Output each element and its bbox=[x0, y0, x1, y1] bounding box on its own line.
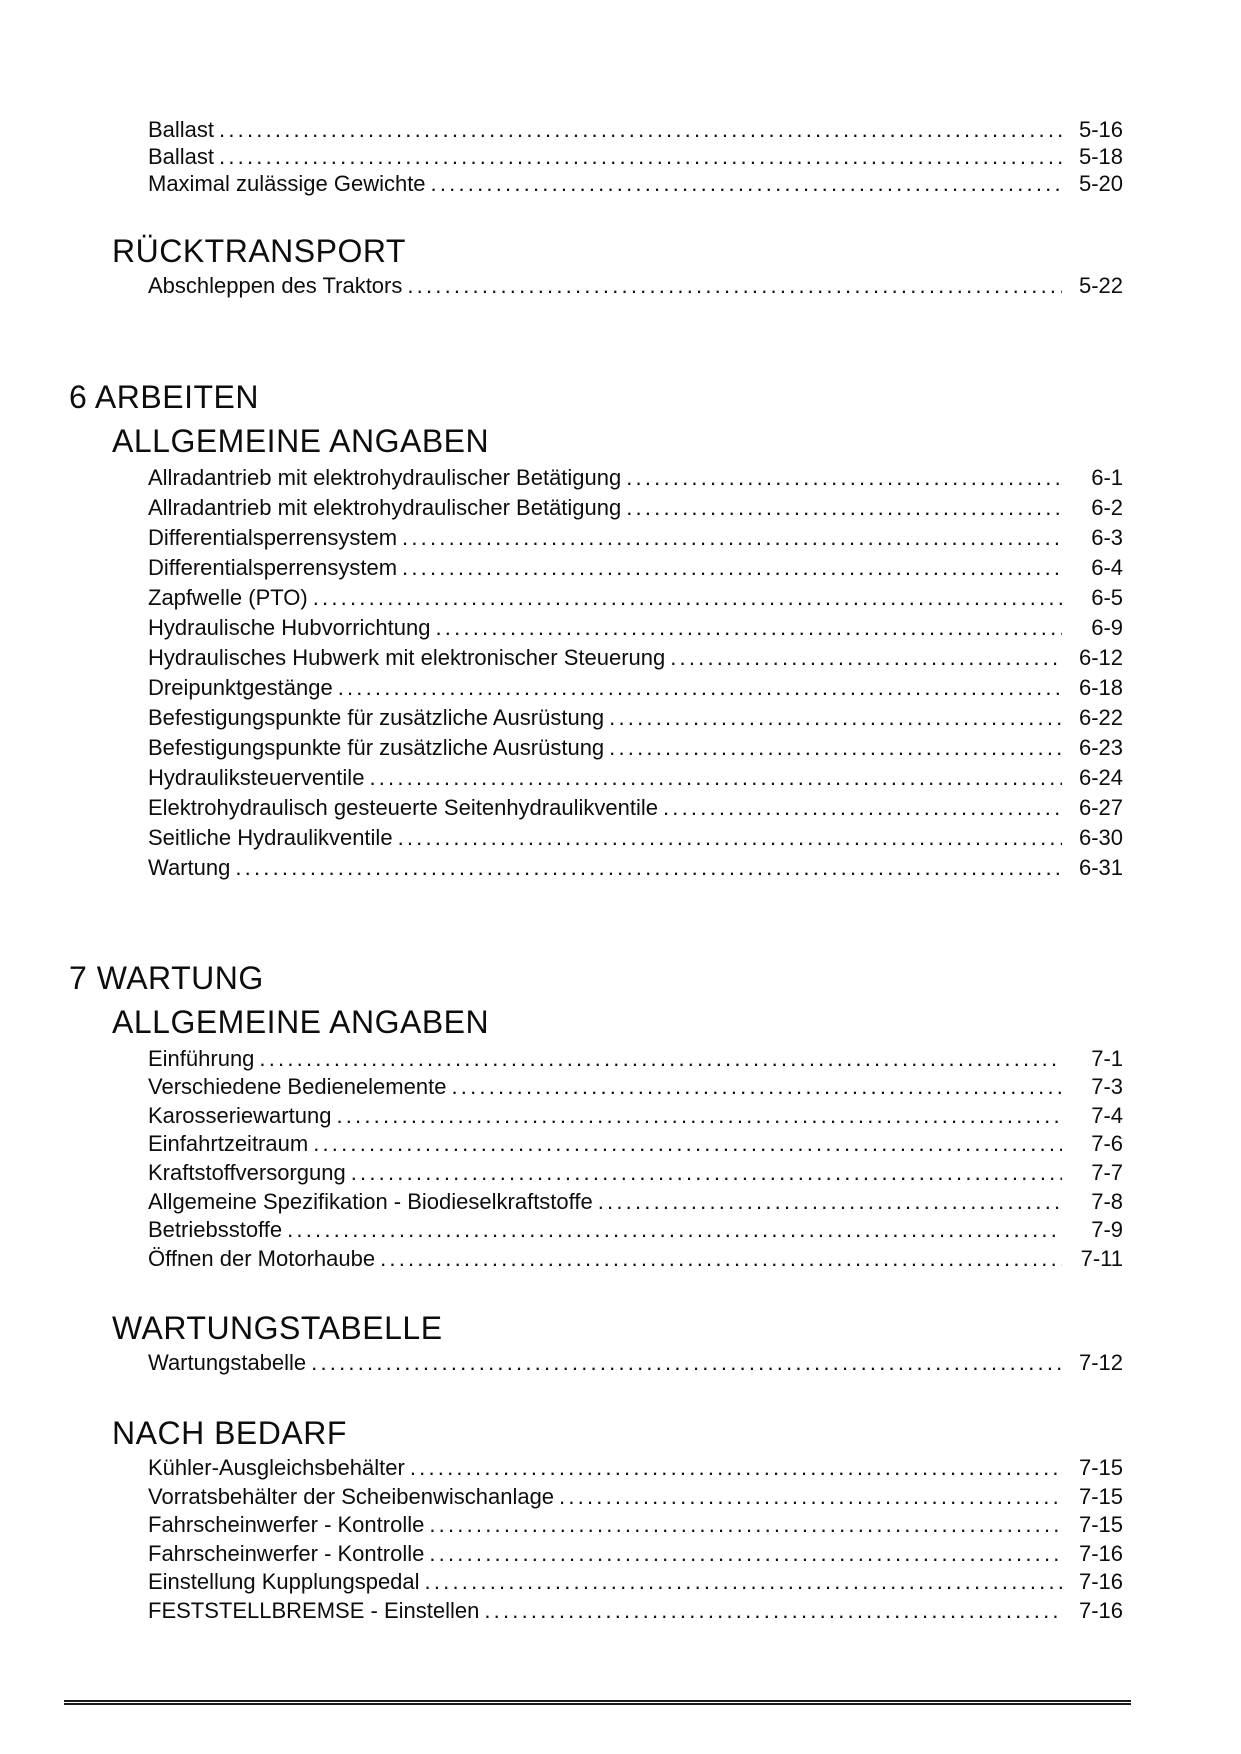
toc-entry-label: Seitliche Hydraulikventile bbox=[148, 824, 393, 850]
toc-leader-dots bbox=[429, 1540, 1062, 1569]
toc-leader-dots bbox=[311, 1349, 1062, 1378]
toc-entry[interactable] bbox=[148, 1216, 1123, 1245]
toc-entry-page: 7-8 bbox=[1091, 1188, 1123, 1214]
toc-block-nach-bedarf bbox=[148, 1454, 1123, 1626]
toc-entry-label: Hydraulisches Hubwerk mit elektronischer Steuerung bbox=[148, 644, 666, 670]
toc-leader-dots bbox=[407, 272, 1062, 301]
toc-block-chapter5-carryover bbox=[148, 116, 1123, 197]
toc-leader-dots bbox=[259, 1045, 1062, 1074]
toc-entry-label: Zapfwelle (PTO) bbox=[148, 584, 308, 610]
toc-leader-dots bbox=[235, 853, 1062, 883]
toc-entry-page: 7-9 bbox=[1091, 1217, 1123, 1243]
toc-entry-label: Abschleppen des Traktors bbox=[148, 273, 403, 298]
toc-entry[interactable] bbox=[148, 763, 1123, 793]
toc-leader-dots bbox=[431, 170, 1062, 197]
toc-entry[interactable] bbox=[148, 493, 1123, 523]
toc-entry-label: Wartungstabelle bbox=[148, 1350, 307, 1376]
toc-entry[interactable] bbox=[148, 272, 1123, 301]
toc-entry[interactable] bbox=[148, 170, 1123, 197]
toc-entry-label: Kühler-Ausgleichsbehälter bbox=[148, 1454, 405, 1480]
toc-block-ruecktransport bbox=[148, 272, 1123, 301]
toc-leader-dots bbox=[670, 643, 1062, 673]
toc-leader-dots bbox=[598, 1188, 1062, 1217]
toc-entry-label: Ballast bbox=[148, 144, 215, 169]
toc-entry-page: 6-3 bbox=[1091, 524, 1123, 550]
toc-entry-label: Verschiedene Bedienelemente bbox=[148, 1074, 447, 1100]
toc-entry[interactable] bbox=[148, 1130, 1123, 1159]
toc-leader-dots bbox=[398, 823, 1062, 853]
section-heading-nach-bedarf: NACH BEDARF bbox=[112, 1414, 347, 1451]
toc-entry-label: Einfahrtzeitraum bbox=[148, 1131, 309, 1157]
toc-entry-page: 5-18 bbox=[1078, 144, 1123, 169]
toc-leader-dots bbox=[313, 583, 1062, 613]
toc-entry[interactable] bbox=[148, 1245, 1123, 1274]
toc-entry[interactable] bbox=[148, 703, 1123, 733]
toc-entry[interactable] bbox=[148, 1483, 1123, 1512]
toc-leader-dots bbox=[410, 1454, 1062, 1483]
toc-leader-dots bbox=[338, 673, 1062, 703]
toc-entry[interactable] bbox=[148, 733, 1123, 763]
toc-entry-label: Einführung bbox=[148, 1045, 255, 1071]
toc-entry[interactable] bbox=[148, 1568, 1123, 1597]
toc-entry[interactable] bbox=[148, 1349, 1123, 1378]
toc-leader-dots bbox=[484, 1597, 1062, 1626]
toc-entry-page: 5-20 bbox=[1078, 171, 1123, 196]
toc-entry-page: 7-12 bbox=[1078, 1350, 1123, 1376]
toc-entry-page: 6-23 bbox=[1078, 734, 1123, 760]
toc-entry[interactable] bbox=[148, 583, 1123, 613]
toc-entry-page: 7-1 bbox=[1091, 1045, 1123, 1071]
toc-entry[interactable] bbox=[148, 463, 1123, 493]
toc-entry-label: Maximal zulässige Gewichte bbox=[148, 171, 426, 196]
toc-leader-dots bbox=[369, 763, 1062, 793]
toc-entry-page: 6-31 bbox=[1078, 854, 1123, 880]
toc-block-wartungstabelle bbox=[148, 1349, 1123, 1378]
toc-entry[interactable] bbox=[148, 853, 1123, 883]
toc-entry-label: Betriebsstoffe bbox=[148, 1217, 283, 1243]
toc-entry-page: 6-4 bbox=[1091, 554, 1123, 580]
toc-entry-page: 6-1 bbox=[1091, 464, 1123, 490]
toc-entry-label: Hydrauliksteuerventile bbox=[148, 764, 365, 790]
toc-entry-page: 6-24 bbox=[1078, 764, 1123, 790]
toc-entry[interactable] bbox=[148, 1454, 1123, 1483]
toc-entry-page: 7-3 bbox=[1091, 1074, 1123, 1100]
toc-leader-dots bbox=[313, 1130, 1062, 1159]
toc-entry[interactable] bbox=[148, 523, 1123, 553]
toc-entry-page: 7-4 bbox=[1091, 1102, 1123, 1128]
toc-entry[interactable] bbox=[148, 1073, 1123, 1102]
toc-entry-page: 6-2 bbox=[1091, 494, 1123, 520]
toc-leader-dots bbox=[219, 116, 1062, 143]
toc-entry-label: Differentialsperrensystem bbox=[148, 524, 398, 550]
toc-entry[interactable] bbox=[148, 613, 1123, 643]
toc-entry-label: FESTSTELLBREMSE - Einstellen bbox=[148, 1597, 480, 1623]
toc-entry-label: Ballast bbox=[148, 117, 215, 142]
toc-entry[interactable] bbox=[148, 793, 1123, 823]
toc-entry-page: 5-16 bbox=[1078, 117, 1123, 142]
toc-entry-label: Befestigungspunkte für zusätzliche Ausrüstung bbox=[148, 734, 605, 760]
toc-entry[interactable] bbox=[148, 553, 1123, 583]
toc-entry-label: Hydraulische Hubvorrichtung bbox=[148, 614, 431, 640]
toc-entry-label: Differentialsperrensystem bbox=[148, 554, 398, 580]
toc-entry-page: 7-16 bbox=[1078, 1597, 1123, 1623]
toc-leader-dots bbox=[626, 463, 1062, 493]
toc-leader-dots bbox=[429, 1511, 1062, 1540]
toc-entry[interactable] bbox=[148, 643, 1123, 673]
toc-leader-dots bbox=[663, 793, 1062, 823]
footer-rule bbox=[64, 1700, 1131, 1705]
toc-entry-page: 6-12 bbox=[1078, 644, 1123, 670]
toc-leader-dots bbox=[451, 1073, 1062, 1102]
chapter-heading-7-wartung: 7 WARTUNG bbox=[69, 959, 264, 996]
toc-entry-page: 7-15 bbox=[1078, 1512, 1123, 1538]
toc-entry-page: 5-22 bbox=[1078, 273, 1123, 298]
toc-entry-label: Elektrohydraulisch gesteuerte Seitenhydraulikventile bbox=[148, 794, 658, 820]
toc-entry-page: 7-15 bbox=[1078, 1454, 1123, 1480]
toc-entry-page: 6-27 bbox=[1078, 794, 1123, 820]
toc-entry-label: Einstellung Kupplungspedal bbox=[148, 1569, 420, 1595]
toc-leader-dots bbox=[402, 553, 1062, 583]
toc-entry-page: 6-22 bbox=[1078, 704, 1123, 730]
toc-entry-page: 7-6 bbox=[1091, 1131, 1123, 1157]
toc-entry[interactable] bbox=[148, 823, 1123, 853]
toc-leader-dots bbox=[609, 733, 1062, 763]
section-heading-wartungstabelle: WARTUNGSTABELLE bbox=[112, 1310, 443, 1347]
toc-entry[interactable] bbox=[148, 1188, 1123, 1217]
toc-entry-page: 6-5 bbox=[1091, 584, 1123, 610]
toc-entry-label: Allradantrieb mit elektrohydraulischer Betätigung bbox=[148, 494, 622, 520]
toc-leader-dots bbox=[380, 1245, 1062, 1274]
toc-entry-label: Öffnen der Motorhaube bbox=[148, 1245, 376, 1271]
toc-entry-label: Kraftstoffversorgung bbox=[148, 1159, 346, 1185]
toc-entry[interactable] bbox=[148, 116, 1123, 143]
toc-leader-dots bbox=[219, 143, 1062, 170]
toc-entry[interactable] bbox=[148, 673, 1123, 703]
toc-block-ch7-allgemeine bbox=[148, 1045, 1123, 1274]
toc-entry[interactable] bbox=[148, 143, 1123, 170]
toc-leader-dots bbox=[336, 1102, 1062, 1131]
toc-entry-page: 7-16 bbox=[1078, 1569, 1123, 1595]
toc-block-ch6-allgemeine bbox=[148, 463, 1123, 883]
toc-leader-dots bbox=[626, 493, 1062, 523]
toc-entry[interactable] bbox=[148, 1511, 1123, 1540]
toc-entry-page: 7-15 bbox=[1078, 1483, 1123, 1509]
toc-entry-page: 7-11 bbox=[1080, 1245, 1123, 1271]
toc-entry-label: Allgemeine Spezifikation - Biodieselkraftstoffe bbox=[148, 1188, 593, 1214]
toc-entry-label: Vorratsbehälter der Scheibenwischanlage bbox=[148, 1483, 555, 1509]
toc-leader-dots bbox=[435, 613, 1062, 643]
toc-entry-page: 7-16 bbox=[1078, 1540, 1123, 1566]
toc-entry[interactable] bbox=[148, 1102, 1123, 1131]
toc-entry[interactable] bbox=[148, 1597, 1123, 1626]
toc-leader-dots bbox=[559, 1483, 1062, 1512]
toc-entry[interactable] bbox=[148, 1159, 1123, 1188]
section-heading-allgemeine-angaben-ch7: ALLGEMEINE ANGABEN bbox=[112, 1003, 490, 1040]
section-heading-ruecktransport: RÜCKTRANSPORT bbox=[112, 233, 406, 269]
toc-entry-label: Fahrscheinwerfer - Kontrolle bbox=[148, 1540, 425, 1566]
chapter-heading-6-arbeiten: 6 ARBEITEN bbox=[69, 378, 259, 415]
toc-entry-page: 6-30 bbox=[1078, 824, 1123, 850]
toc-entry-page: 6-9 bbox=[1091, 614, 1123, 640]
toc-leader-dots bbox=[287, 1216, 1062, 1245]
toc-entry-label: Fahrscheinwerfer - Kontrolle bbox=[148, 1512, 425, 1538]
toc-entry-label: Dreipunktgestänge bbox=[148, 674, 333, 700]
toc-entry-page: 7-7 bbox=[1091, 1159, 1123, 1185]
toc-leader-dots bbox=[425, 1568, 1062, 1597]
toc-entry-label: Allradantrieb mit elektrohydraulischer Betätigung bbox=[148, 464, 622, 490]
toc-leader-dots bbox=[402, 523, 1062, 553]
toc-leader-dots bbox=[609, 703, 1062, 733]
toc-entry-label: Karosseriewartung bbox=[148, 1102, 332, 1128]
toc-entry[interactable] bbox=[148, 1540, 1123, 1569]
toc-leader-dots bbox=[351, 1159, 1062, 1188]
toc-entry-label: Befestigungspunkte für zusätzliche Ausrüstung bbox=[148, 704, 605, 730]
toc-entry-label: Wartung bbox=[148, 854, 231, 880]
toc-entry[interactable] bbox=[148, 1045, 1123, 1074]
section-heading-allgemeine-angaben-ch6: ALLGEMEINE ANGABEN bbox=[112, 422, 490, 459]
toc-entry-page: 6-18 bbox=[1078, 674, 1123, 700]
